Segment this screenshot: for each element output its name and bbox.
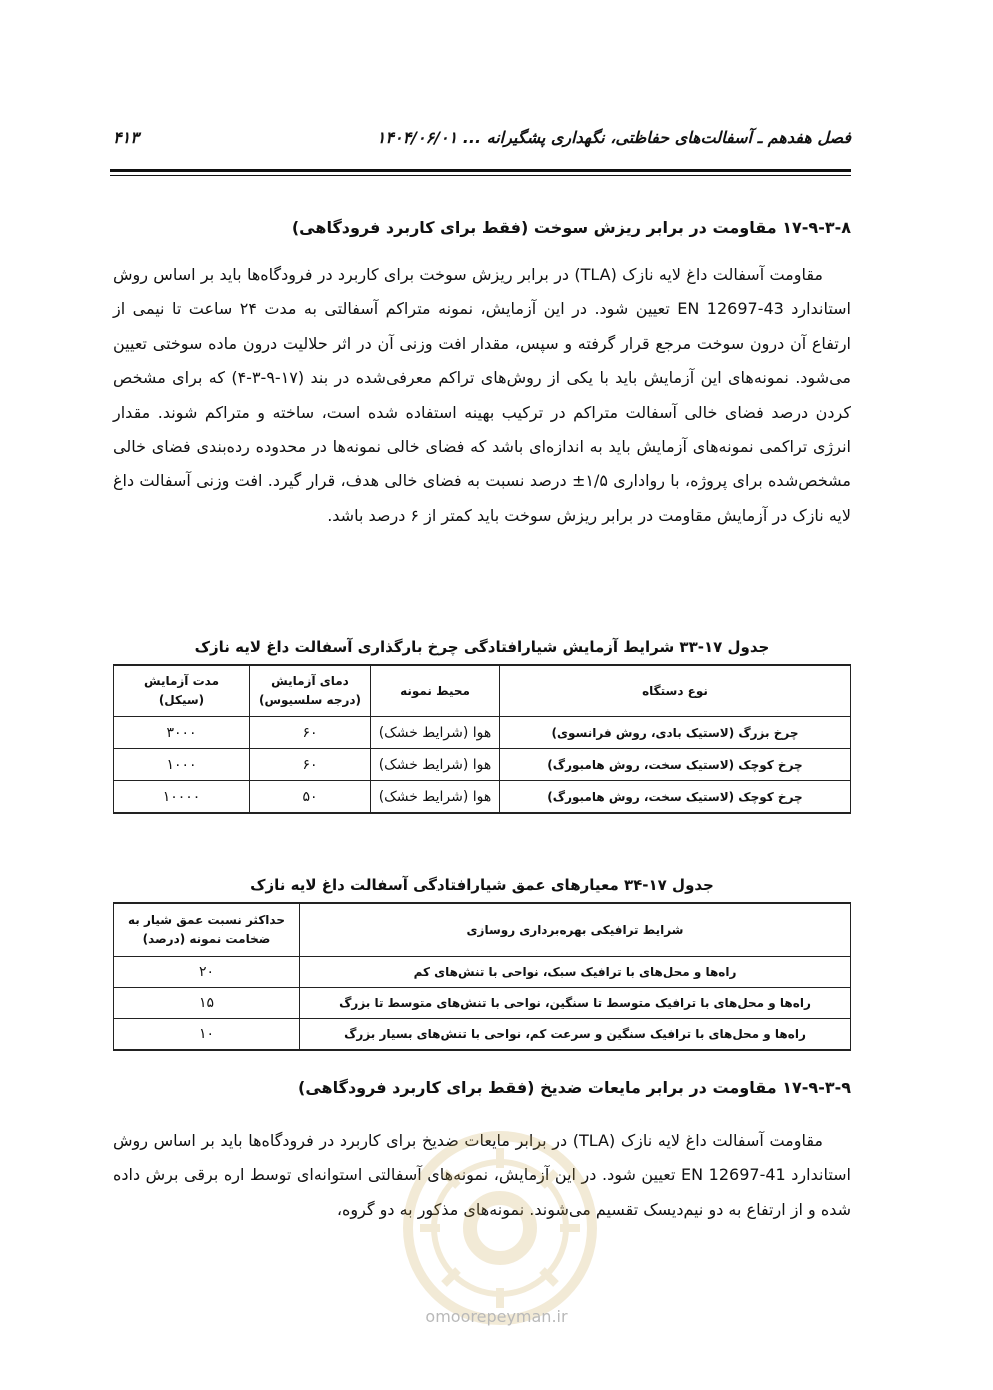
- paragraph-fuel-resistance: [113, 258, 851, 533]
- table-cell: ۱۵: [114, 988, 300, 1019]
- section-heading-antifreeze-resistance: ۱۷-۹-۳-۹ مقاومت در برابر مایعات ضدیخ (فقط برای کاربرد فرودگاهی): [298, 1078, 851, 1097]
- table-header-row: [114, 903, 851, 957]
- table-33: [113, 664, 851, 814]
- table-cell: ۶۰: [250, 749, 371, 781]
- table-cell: هوا (شرایط خشک): [371, 781, 500, 814]
- column-header: دمای آزمایش (درجه سلسیوس): [250, 665, 371, 717]
- table-cell: ۱۰۰۰: [114, 749, 250, 781]
- paragraph-text: مقاومت آسفالت داغ لایه نازک (TLA) در برابر مایعات ضدیخ برای کاربرد در فرودگاه‌ها باید بر اساس روش استاندارد EN 12697-41 تعیین شود. در این آزمایش، نمونه‌های آسفالتی استوانه‌ای توسط اره برقی برش داده شده و از ارتفاع به دو نیم‌دیسک تقسیم می‌شوند. نمونه‌های مذکور به دو گروه،: [113, 1131, 851, 1219]
- table-cell: راه‌ها و محل‌های با ترافیک سنگین و سرعت کم، نواحی با تنش‌های بسیار بزرگ: [300, 1019, 851, 1051]
- table-cell: ۲۰: [114, 957, 300, 988]
- table-header-row: [114, 665, 851, 717]
- table-cell: راه‌ها و محل‌های با ترافیک متوسط تا سنگین، نواحی با تنش‌های متوسط تا بزرگ: [300, 988, 851, 1019]
- table-row: [114, 749, 851, 781]
- column-header: حداکثر نسبت عمق شیار به ضخامت نمونه (درصد): [114, 903, 300, 957]
- page-number: ۴۱۳: [113, 128, 139, 147]
- table-cell: هوا (شرایط خشک): [371, 717, 500, 749]
- table-row: [114, 781, 851, 814]
- table-row: [114, 957, 851, 988]
- watermark-core: [470, 1198, 530, 1258]
- column-header: محیط نمونه: [371, 665, 500, 717]
- table-cell: چرخ کوچک (لاستیک سخت، روش هامبورگ): [500, 749, 851, 781]
- header-rule-thin: [110, 175, 851, 176]
- table-row: [114, 717, 851, 749]
- table-34: [113, 902, 851, 1051]
- table-row: [114, 1019, 851, 1051]
- watermark-url: omoorepeyman.ir: [425, 1307, 568, 1326]
- table-cell: ۶۰: [250, 717, 371, 749]
- column-header: شرایط ترافیکی بهره‌برداری روسازی: [300, 903, 851, 957]
- table-cell: ۵۰: [250, 781, 371, 814]
- section-heading-fuel-resistance: ۱۷-۹-۳-۸ مقاومت در برابر ریزش سوخت (فقط برای کاربرد فرودگاهی): [291, 218, 851, 237]
- column-header: مدت آزمایش (سیکل): [114, 665, 250, 717]
- table-cell: ۱۰: [114, 1019, 300, 1051]
- column-header: نوع دستگاه: [500, 665, 851, 717]
- table-33-caption: جدول ۱۷-۳۳ شرایط آزمایش شیارافتادگی چرخ بارگذاری آسفالت داغ لایه نازک: [194, 638, 770, 656]
- table-cell: چرخ کوچک (لاستیک سخت، روش هامبورگ): [500, 781, 851, 814]
- paragraph-text: مقاومت آسفالت داغ لایه نازک (TLA) در برابر ریزش سوخت برای کاربرد در فرودگاه‌ها باید بر اساس روش استاندارد EN 12697-43 تعیین شود. در این آزمایش، نمونه متراکم آسفالتی به مدت ۲۴ ساعت تا نیمی از ارتفاع آن درون سوخت مرجع قرار گرفته و سپس، مقدار افت وزنی آن در اثر حلالیت درون ماده سوختی تعیین می‌شود. نمونه‌های این آزمایش باید با یکی از روش‌های تراکم معرفی‌شده در بند (۱۷-۹-۳-۴) که برای مشخص کردن درصد فضای خالی آسفالت متراکم در ترکیب بهینه استفاده شده است، ساخته و متراکم شوند. مقدار انرژی تراکمی نمونه‌های آزمایش باید به اندازه‌ای باشد که فضای خالی نمونه‌ها در محدوده رده‌بندی فضای خالی مشخص‌شده برای پروژه، با رواداری ۱/۵± درصد نسبت به فضای خالی هدف، قرار گیرد. افت وزنی آسفالت داغ لایه نازک در آزمایش مقاومت در برابر ریزش سوخت باید کمتر از ۶ درصد باشد.: [113, 265, 852, 525]
- header-rule-thick: [110, 169, 851, 172]
- table-cell: هوا (شرایط خشک): [371, 749, 500, 781]
- header-title: فصل هفدهم ـ آسفالت‌های حفاظتی، نگهداری پشگیرانه ... ۱۴۰۴/۰۶/۰۱: [376, 128, 851, 147]
- watermark-gear-teeth: [420, 1148, 580, 1308]
- running-header: [113, 128, 851, 156]
- table-cell: ۱۰۰۰۰: [114, 781, 250, 814]
- table-row: [114, 988, 851, 1019]
- table-34-caption: جدول ۱۷-۳۴ معیارهای عمق شیارافتادگی آسفالت داغ لایه نازک: [250, 876, 714, 894]
- table-cell: ۳۰۰۰: [114, 717, 250, 749]
- table-cell: چرخ بزرگ (لاستیک بادی، روش فرانسوی): [500, 717, 851, 749]
- watermark-logo-icon: [400, 1128, 600, 1328]
- table-cell: راه‌ها و محل‌های با ترافیک سبک، نواحی با تنش‌های کم: [300, 957, 851, 988]
